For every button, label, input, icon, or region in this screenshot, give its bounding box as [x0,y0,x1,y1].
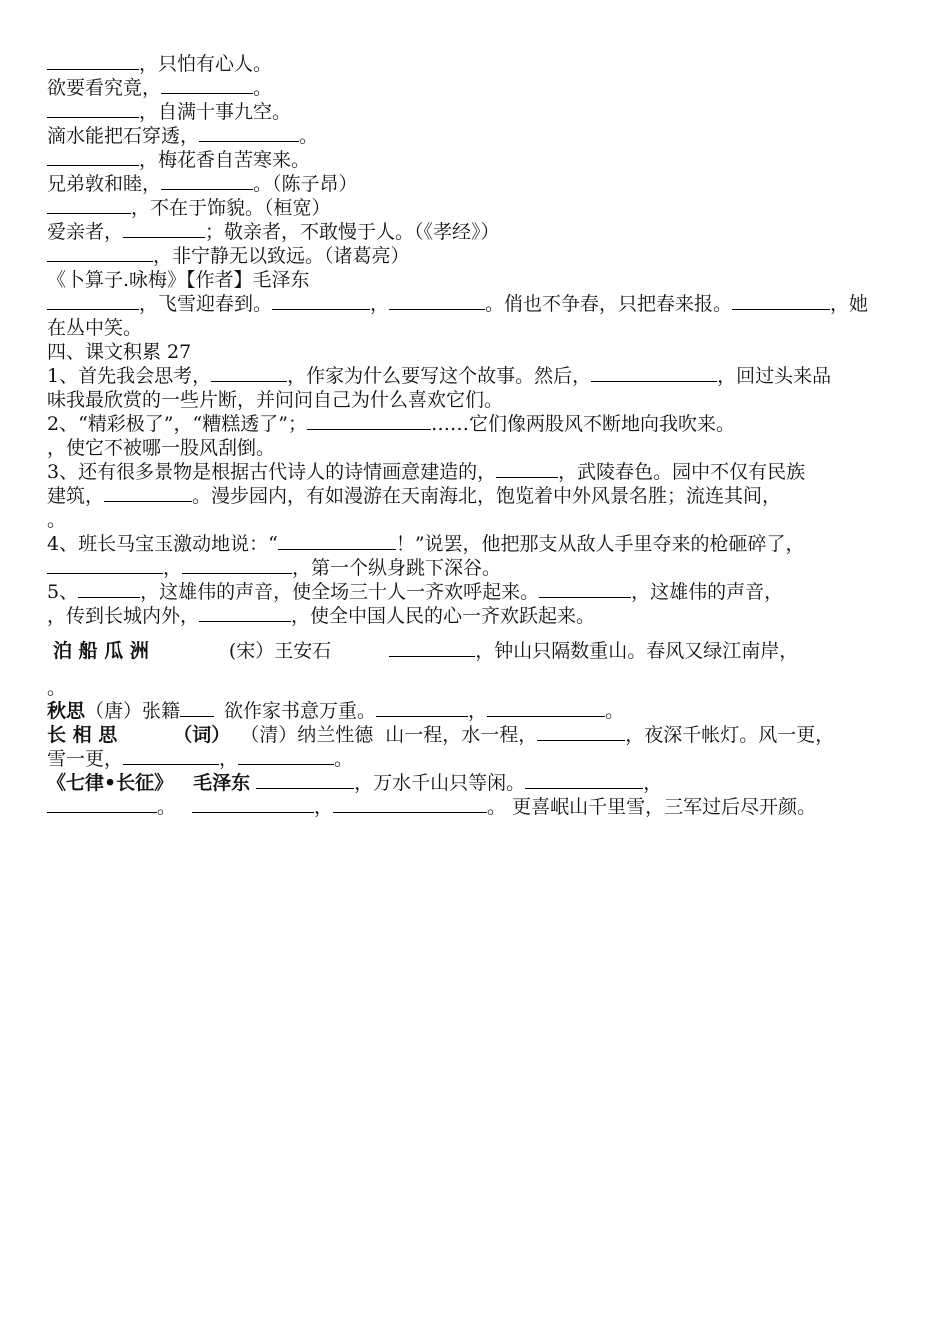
fill-blank[interactable] [47,52,139,70]
fill-blank[interactable] [307,412,431,430]
line-31 [47,795,920,819]
line-text: 。 [157,796,177,818]
fill-blank[interactable] [199,604,291,622]
line-text: 滴水能把石穿透， [47,125,200,147]
fill-blank[interactable] [539,580,631,598]
line-text: 建筑， [47,485,105,507]
line-text: ，这雄伟的声音， [631,581,784,603]
line-text: ， [219,748,239,770]
line-21 [47,532,920,556]
line-text: ，只怕有心人。 [139,53,273,75]
line-text: ，自满十事九空。 [139,101,292,123]
line-text: ， [163,557,183,579]
fill-blank[interactable] [180,699,214,717]
line-text: ，武陵春色。园中不仅有民族 [558,461,806,483]
line-text: 。 [253,77,273,99]
line-text: 。 [334,748,354,770]
line-19 [47,484,920,508]
line-text: 《卜算子.咏梅》【作者】毛泽东 [47,269,310,291]
fill-blank[interactable] [537,723,625,741]
line-text: 四、课文积累 27 [47,341,192,363]
line-text: 2、“精彩极了”，“糟糕透了”； [47,413,307,435]
fill-blank[interactable] [161,76,253,94]
fill-blank[interactable] [238,747,334,765]
line-9 [47,244,920,268]
line-18 [47,460,920,484]
line-24 [47,604,920,628]
fill-blank[interactable] [47,100,139,118]
line-text: ，她 [830,293,869,315]
line-11 [47,292,920,316]
line-1 [47,52,920,76]
line-text: 5、 [47,581,79,603]
poem-changxiangsi [47,723,920,747]
line-2 [47,76,920,100]
poem-bochuan [47,639,920,663]
poem-author: （清）纳兰性德 [240,724,374,746]
poem-author: （唐）张籍 [85,700,181,722]
fill-blank[interactable] [211,364,287,382]
line-text: ， [468,700,488,722]
fill-blank[interactable] [376,699,468,717]
line-text: 。 [299,125,319,147]
fill-blank[interactable] [47,148,139,166]
fill-blank[interactable] [272,292,370,310]
fill-blank[interactable] [182,556,292,574]
line-text: ，夜深千帐灯。风一更， [625,724,835,746]
line-7 [47,196,920,220]
line-text: 。（陈子昂） [253,173,358,195]
fill-blank[interactable] [47,556,163,574]
fill-blank[interactable] [104,484,192,502]
fill-blank[interactable] [123,747,219,765]
fill-blank[interactable] [123,220,205,238]
line-text: ，万水千山只等闲。 [354,772,526,794]
line-text: 。 更喜岷山千里雪，三军过后尽开颜。 [487,796,817,818]
line-text: ，不在于饰貌。（桓宽） [131,197,331,219]
line-text: 雪一更， [47,748,124,770]
line-text: 。 [47,509,67,531]
fill-blank[interactable] [732,292,830,310]
fill-blank[interactable] [591,364,717,382]
line-8 [47,220,920,244]
line-3 [47,100,920,124]
fill-blank[interactable] [389,292,485,310]
line-text: 在丛中笑。 [47,317,143,339]
poem-genre: （词） [173,724,231,746]
fill-blank[interactable] [192,795,314,813]
line-text: 1、首先我会思考， [47,365,212,387]
line-text: ，梅花香自苦寒来。 [139,149,311,171]
fill-blank[interactable] [487,699,605,717]
line-text: ，钟山只隔数重山。春风又绿江南岸， [475,640,799,662]
fill-blank[interactable] [389,639,475,657]
poem-title: 长 相 思 [47,724,118,746]
line-text: ！”说罢，他把那支从敌人手里夺来的枪砸碎了， [395,533,805,555]
line-text: 欲要看究竟， [47,77,162,99]
line-text: ，传到长城内外， [47,605,200,627]
poem-qiusi [47,699,920,723]
line-text: 3、还有很多景物是根据古代诗人的诗情画意建造的， [47,461,497,483]
poem-title: 《七律•长征》 [47,772,174,794]
poem-changzheng [47,771,920,795]
line-text: 。 [47,677,67,699]
line-text: ，作家为什么要写这个故事。然后， [287,365,592,387]
line-15 [47,388,920,412]
poem-author: (宋）王安石 [228,640,332,662]
line-text: 山一程，水一程， [385,724,538,746]
line-14 [47,364,920,388]
line-text: 。 [605,700,625,722]
line-text: 。漫步园内，有如漫游在天南海北，饱览着中外风景名胜；流连其间， [192,485,782,507]
fill-blank[interactable] [47,244,153,262]
line-text: ，这雄伟的声音，使全场三十人一齐欢呼起来。 [140,581,540,603]
line-text: ，飞雪迎春到。 [139,293,273,315]
poem-title: 泊 船 瓜 洲 [53,640,149,662]
line-16 [47,412,920,436]
line-text: ， [643,772,663,794]
line-22 [47,556,920,580]
line-29 [47,747,920,771]
fill-blank[interactable] [161,172,253,190]
fill-blank[interactable] [333,795,487,813]
line-text: 爱亲者， [47,221,124,243]
line-5 [47,148,920,172]
fill-blank[interactable] [256,771,354,789]
line-text: ，使全中国人民的心一齐欢跃起来。 [291,605,596,627]
fill-blank[interactable] [199,124,299,142]
line-text: ，第一个纵身跳下深谷。 [292,557,502,579]
line-text: 欲作家书意万重。 [224,700,377,722]
line-text: 兄弟敦和睦， [47,173,162,195]
poem-author: 毛泽东 [193,772,251,794]
line-text: ；敬亲者，不敢慢于人。（《孝经》） [205,221,500,243]
poem-title: 秋思 [47,700,86,722]
line-26 [47,676,920,700]
line-text: ， [314,796,334,818]
line-text: ……它们像两股风不断地向我吹来。 [430,413,735,435]
fill-blank[interactable] [47,292,139,310]
line-text: ， [370,293,390,315]
line-6 [47,172,920,196]
line-12 [47,316,920,340]
line-text: ，非宁静无以致远。（诸葛亮） [153,245,410,267]
fill-blank[interactable] [47,196,131,214]
fill-blank[interactable] [525,771,643,789]
section-heading [47,340,920,364]
line-text: ，使它不被哪一股风刮倒。 [47,437,276,459]
line-text: ，回过头来品 [717,365,832,387]
poem-title-buzi [47,268,920,292]
line-text: 。俏也不争春，只把春来报。 [485,293,733,315]
line-20 [47,508,920,532]
fill-blank[interactable] [78,580,140,598]
fill-blank[interactable] [278,532,396,550]
line-23 [47,580,920,604]
line-text: 4、班长马宝玉激动地说：“ [47,533,278,555]
line-17 [47,436,920,460]
fill-blank[interactable] [47,795,157,813]
fill-blank[interactable] [496,460,558,478]
line-text: 味我最欣赏的一些片断，并问问自己为什么喜欢它们。 [47,389,504,411]
line-4 [47,124,920,148]
